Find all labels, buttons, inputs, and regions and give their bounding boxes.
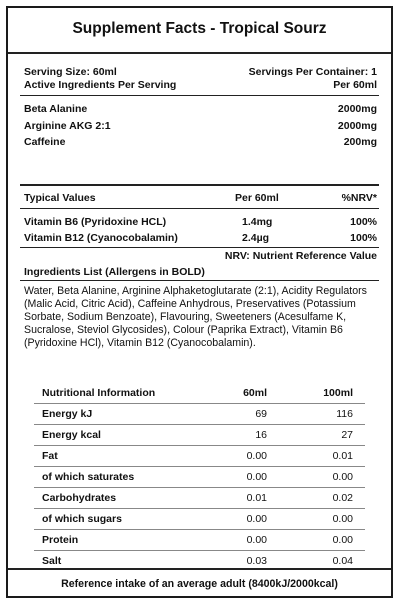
nutrient-name: of which saturates — [42, 471, 135, 483]
value-100ml: 0.01 — [332, 450, 353, 462]
nrv-note: NRV: Nutrient Reference Value — [224, 250, 377, 262]
nutrient-name: Energy kcal — [42, 429, 101, 441]
value-100ml: 116 — [336, 408, 353, 420]
divider — [20, 280, 379, 281]
per-serving-label: Per 60ml — [333, 79, 377, 91]
vitamin-amount: 1.4mg — [242, 216, 273, 228]
col-100ml-header: 100ml — [323, 387, 353, 399]
active-row — [24, 136, 377, 149]
value-100ml: 0.02 — [332, 492, 353, 504]
nutrient-name: of which sugars — [42, 513, 122, 525]
table-row — [34, 405, 365, 425]
row-divider — [34, 424, 365, 425]
ingredients-heading: Ingredients List (Allergens in BOLD) — [24, 266, 205, 278]
active-row — [24, 120, 377, 133]
row-divider — [34, 445, 365, 446]
row-divider — [34, 550, 365, 551]
nutrition-heading: Nutritional Information — [42, 387, 156, 399]
value-60ml: 0.00 — [246, 534, 267, 546]
value-60ml: 0.00 — [246, 513, 267, 525]
value-60ml: 69 — [255, 408, 267, 420]
table-row — [34, 468, 365, 488]
active-amount: 2000mg — [337, 103, 377, 115]
ingredients-heading-row — [24, 266, 377, 279]
active-name: Beta Alanine — [24, 103, 88, 115]
panel-title: Supplement Facts - Tropical Sourz — [72, 20, 327, 37]
table-row — [34, 447, 365, 467]
supplement-facts-panel — [6, 6, 393, 598]
vitamin-nrv: 100% — [350, 232, 377, 244]
active-name: Arginine AKG 2:1 — [24, 120, 111, 132]
serving-row — [24, 66, 377, 79]
vitamin-name: Vitamin B6 (Pyridoxine HCL) — [24, 216, 167, 228]
value-100ml: 0.00 — [332, 513, 353, 525]
value-60ml: 0.03 — [246, 555, 267, 567]
row-divider — [34, 403, 365, 404]
row-divider — [34, 529, 365, 530]
row-divider — [34, 487, 365, 488]
divider — [20, 247, 379, 248]
nrv-column: %NRV* — [341, 192, 377, 204]
value-60ml: 16 — [255, 429, 267, 441]
table-row — [34, 531, 365, 551]
active-amount: 2000mg — [337, 120, 377, 132]
divider — [20, 95, 379, 96]
nutrition-header-row — [34, 384, 365, 404]
typical-values-header — [24, 192, 377, 205]
value-100ml: 27 — [341, 429, 353, 441]
nutrient-name: Fat — [42, 450, 58, 462]
reference-intake-note: Reference intake of an average adult (8400kJ/2000kcal) — [61, 578, 338, 590]
ingredients-text: Water, Beta Alanine, Arginine Alphaketoglutarate (2:1), Acidity Regulators (Malic Acid, Citric Acid), Caffeine Anhydrous, Preservatives (Potassium Sorbate, Sodium Benzoate), Flavouring, Sweeteners (Acesulfame K, Sucralose, Steviol Glycosides), Colour (Paprika Extract), Vitamin B6 (Pyridoxine HCl), Vitamin B12 (Cyanocobalamin). — [24, 285, 367, 349]
table-row — [34, 489, 365, 509]
value-60ml: 0.00 — [246, 471, 267, 483]
value-100ml: 0.00 — [332, 471, 353, 483]
table-row — [34, 426, 365, 446]
divider — [20, 208, 379, 209]
nutrient-name: Salt — [42, 555, 62, 567]
col-60ml-header: 60ml — [243, 387, 267, 399]
vitamin-nrv: 100% — [350, 216, 377, 228]
servings-per-container: Servings Per Container: 1 — [248, 66, 377, 78]
vitamin-amount: 2.4µg — [242, 232, 270, 244]
active-row — [24, 103, 377, 116]
value-100ml: 0.00 — [332, 534, 353, 546]
row-divider — [34, 466, 365, 467]
value-60ml: 0.00 — [246, 450, 267, 462]
per-60ml-column: Per 60ml — [235, 192, 279, 204]
typical-values-heading: Typical Values — [24, 192, 96, 204]
divider — [20, 184, 379, 186]
value-60ml: 0.01 — [246, 492, 267, 504]
active-name: Caffeine — [24, 136, 66, 148]
vitamin-row — [24, 232, 377, 245]
nutrient-name: Protein — [42, 534, 79, 546]
value-100ml: 0.04 — [332, 555, 353, 567]
active-amount: 200mg — [343, 136, 377, 148]
serving-size: Serving Size: 60ml — [24, 66, 117, 78]
nutrient-name: Carbohydrates — [42, 492, 117, 504]
nutrient-name: Energy kJ — [42, 408, 93, 420]
row-divider — [34, 508, 365, 509]
nrv-note-row — [24, 250, 377, 263]
active-heading-row — [24, 79, 377, 92]
vitamin-name: Vitamin B12 (Cyanocobalamin) — [24, 232, 178, 244]
divider — [8, 52, 391, 54]
active-ingredients-heading: Active Ingredients Per Serving — [24, 79, 177, 91]
divider — [8, 568, 391, 570]
table-row — [34, 510, 365, 530]
vitamin-row — [24, 216, 377, 229]
